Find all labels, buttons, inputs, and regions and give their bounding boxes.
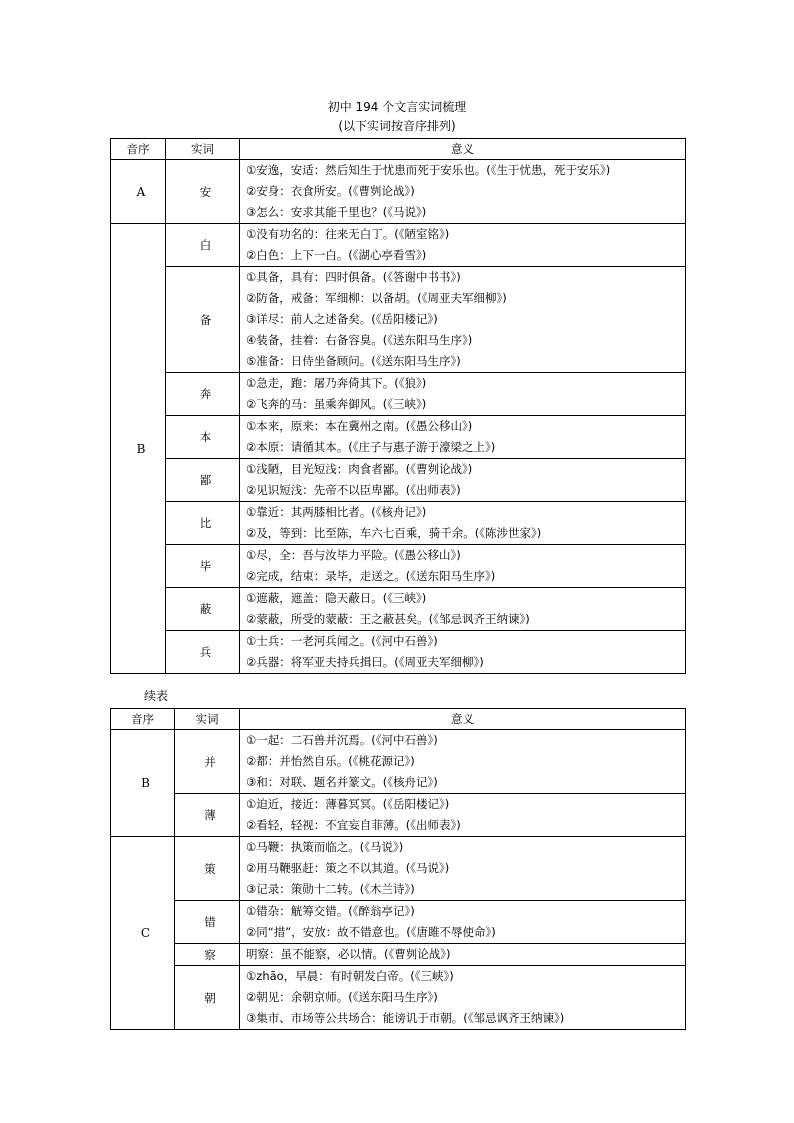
meaning-line: ③集市、市场等公共场合：能谤讥于市朝。(《邹忌讽齐王纳谏》) [246,1011,565,1025]
meaning-line: ②都：并怡然自乐。(《桃花源记》) [246,754,415,768]
table-header-row [111,709,686,730]
continued-label: 续表 [144,689,169,703]
table-row [111,373,686,416]
vocab-table-1 [110,138,686,674]
table-row [111,730,686,794]
table-row [111,944,686,966]
header-shici: 实词 [175,709,240,730]
meaning-line: ①具备，具有：四时俱备。(《答谢中书书》) [246,270,461,284]
meaning-line: ①士兵：一老河兵闻之。(《河中石兽》) [246,634,438,648]
meaning-line: ①迫近，接近：薄暮冥冥。(《岳阳楼记》) [246,797,450,811]
word-cell: 并 [175,730,240,794]
word-cell: 比 [166,502,240,545]
meaning-line: ②白色：上下一白。(《湖心亭看雪》) [246,248,427,262]
meaning-line: ②本原：请循其本。(《庄子与惠子游于濠梁之上》) [246,440,496,454]
meaning-cell [240,794,686,837]
meaning-line: ①浅陋，目光短浅：肉食者鄙。(《曹刿论战》) [246,462,473,476]
header-yinxu: 音序 [111,709,175,730]
table-row [111,794,686,837]
word-cell: 本 [166,416,240,459]
word-cell: 策 [175,837,240,901]
meaning-cell [240,966,686,1030]
meaning-line: ①遮蔽，遮盖：隐天蔽日。(《三峡》) [246,591,427,605]
meaning-cell [240,459,686,502]
meaning-line: ②安身：衣食所安。(《曹刿论战》) [246,184,415,198]
meaning-line: ②防备，戒备：军细柳：以备胡。(《周亚夫军细柳》) [246,291,507,305]
meaning-cell [240,224,686,267]
table-header-row [111,139,686,160]
meaning-line: ③详尽：前人之述备矣。(《岳阳楼记》) [246,312,438,326]
meaning-line: ①马鞭：执策而临之。(《马说》) [246,840,404,854]
page-title: 初中 194 个文言实词梳理 [327,100,467,114]
meaning-cell [240,267,686,373]
table-row [111,966,686,1030]
table-row [111,631,686,674]
meaning-cell [240,545,686,588]
meaning-line: ①错杂：觥筹交错。(《醉翁亭记》) [246,904,415,918]
header-yiyi: 意义 [240,709,686,730]
word-cell: 兵 [166,631,240,674]
meaning-line: 明察：虽不能察，必以情。(《曹刿论战》) [246,947,451,961]
table-row [111,459,686,502]
meaning-line: ①本来，原来：本在冀州之南。(《愚公移山》) [246,419,473,433]
table-row [111,588,686,631]
vocab-table-2 [110,708,686,1030]
meaning-line: ②及，等到：比至陈，车六七百乘，骑千余。(《陈涉世家》) [246,526,542,540]
word-cell: 朝 [175,966,240,1030]
table-row [111,901,686,944]
meaning-line: ②朝见：余朝京师。(《送东阳马生序》) [246,990,438,1004]
meaning-line: ①一起：二石兽并沉焉。(《河中石兽》) [246,733,438,747]
meaning-cell [240,631,686,674]
meaning-line: ④装备，挂着：右备容臭。(《送东阳马生序》) [246,333,473,347]
table-row [111,160,686,224]
word-cell: 奔 [166,373,240,416]
meaning-line: ①zhāo，早晨：有时朝发白帝。(《三峡》) [246,969,454,983]
header-yiyi: 意义 [240,139,686,160]
header-yinxu: 音序 [111,139,166,160]
meaning-line: ①急走，跑：屠乃奔倚其下。(《狼》) [246,376,427,390]
page-subtitle: (以下实词按音序排列) [338,119,456,133]
meaning-line: ①靠近：其两膝相比者。(《核舟记》) [246,505,427,519]
table-row [111,545,686,588]
meaning-line: ②用马鞭驱赶：策之不以其道。(《马说》) [246,861,450,875]
word-cell: 鄙 [166,459,240,502]
meaning-line: ②蒙蔽，所受的蒙蔽：王之蔽甚矣。(《邹忌讽齐王纳谏》) [246,612,530,626]
meaning-line: ③记录：策勋十二转。(《木兰诗》) [246,882,415,896]
word-cell: 安 [166,160,240,224]
table-row [111,837,686,901]
table-row [111,267,686,373]
meaning-cell [240,901,686,944]
meaning-line: ②飞奔的马：虽乘奔御风。(《三峡》) [246,397,427,411]
letter-cell: A [111,160,166,224]
meaning-line: ①安逸，安适：然后知生于忧患而死于安乐也。(《生于忧患，死于安乐》) [246,163,611,177]
letter-cell: C [111,837,175,1030]
meaning-line: ②见识短浅：先帝不以臣卑鄙。(《出师表》) [246,483,461,497]
word-cell: 备 [166,267,240,373]
meaning-cell [240,588,686,631]
meaning-cell [240,160,686,224]
meaning-line: ①尽，全：吾与汝毕力平险。(《愚公移山》) [246,548,461,562]
meaning-cell [240,416,686,459]
word-cell: 蔽 [166,588,240,631]
word-cell: 白 [166,224,240,267]
meaning-cell [240,502,686,545]
letter-cell: B [111,224,166,674]
word-cell: 毕 [166,545,240,588]
meaning-line: ②同“措”，安放：故不错意也。(《唐雎不辱使命》) [246,925,496,939]
meaning-cell [240,730,686,794]
letter-cell: B [111,730,175,837]
word-cell: 察 [175,944,240,966]
meaning-line: ①没有功名的：往来无白丁。(《陋室铭》) [246,227,450,241]
header-shici: 实词 [166,139,240,160]
table-row [111,416,686,459]
table-row [111,224,686,267]
meaning-line: ②看轻，轻视：不宜妄自菲薄。(《出师表》) [246,818,461,832]
meaning-cell [240,373,686,416]
meaning-line: ⑤准备：日侍坐备顾问。(《送东阳马生序》) [246,354,461,368]
meaning-cell [240,944,686,966]
table-row [111,502,686,545]
meaning-line: ②完成，结束：录毕，走送之。(《送东阳马生序》) [246,569,496,583]
word-cell: 错 [175,901,240,944]
meaning-line: ③和：对联、题名并篆文。(《核舟记》) [246,775,438,789]
meaning-line: ②兵器：将军亚夫持兵揖曰。(《周亚夫军细柳》) [246,655,484,669]
word-cell: 薄 [175,794,240,837]
meaning-line: ③怎么：安求其能千里也？(《马说》) [246,205,427,219]
meaning-cell [240,837,686,901]
